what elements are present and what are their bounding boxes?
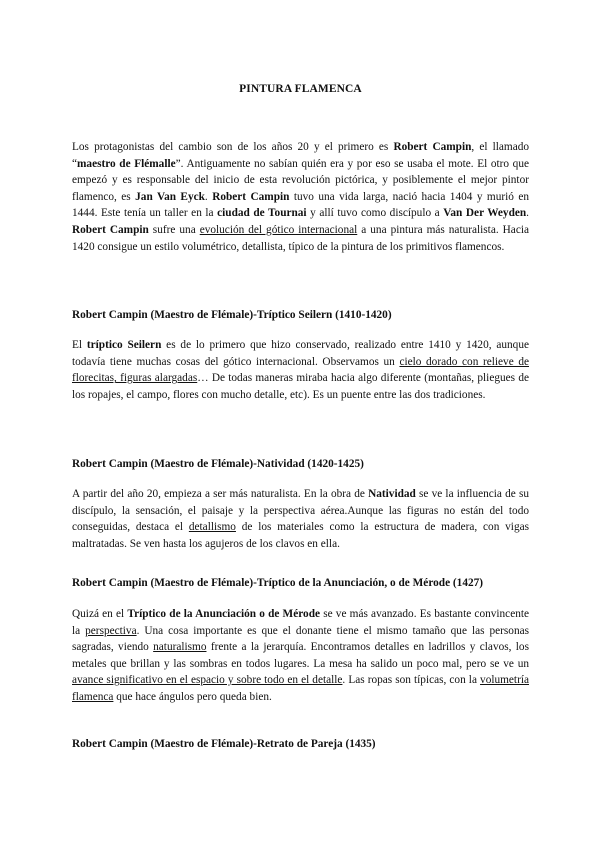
intro-paragraph — [72, 139, 529, 255]
text-run: de los materiales como la estructura de madera, con vigas maltratadas. Se ven hasta los agujeros de los clavos en ella. — [72, 521, 529, 550]
text-run: que hace ángulos pero queda bien. — [113, 690, 272, 703]
section-heading: Robert Campin (Maestro de Flémale)-Tríptico de la Anunciación, o de Mérode (1427) — [72, 577, 484, 589]
text-run: . Una cosa importante es que el donante tiene el mismo tamaño que las personas sagradas, viendo — [72, 624, 529, 654]
text-run: es de lo primero que hizo conservado, realizado entre 1410 y 1420, aunque todavía tiene muchas cosas del gótico internacional. Observamos un — [72, 339, 529, 368]
bold-run: Tríptico de la Anunciación o de Mérode — [127, 608, 320, 620]
text-run: Los protagonistas del cambio son de los años 20 y el primero es — [72, 141, 394, 153]
section-paragraph — [72, 606, 529, 706]
bold-run: Natividad — [368, 488, 416, 500]
bold-run: Robert Campin — [72, 223, 149, 236]
text-run: . Las ropas son típicas, con la — [342, 674, 481, 687]
underlined-run: avance significativo en el espacio y sobre todo en el detalle — [72, 674, 343, 687]
text-run: El — [72, 339, 87, 351]
text-run: y allí tuvo como discípulo a — [306, 207, 444, 220]
text-run: frente a la jerarquía. Encontramos detalles en ladrillos y clavos, los metales que brillan y las sombras en todos lugares. La mesa ha salido un poco mal, pero se ve un — [72, 641, 529, 670]
text-run: … De todas maneras miraba hacia algo diferente (montañas, pliegues de los ropajes, el campo, flores con mucho detalle, etc). Es un puente entre las dos tradiciones. — [72, 372, 529, 401]
section-paragraph — [72, 486, 529, 552]
text-run: a una pintura más naturalista. Hacia 1420 consigue un estilo volumétrico, detallista, típico de la pintura de los primitivos flamencos. — [72, 223, 529, 253]
bold-run: Robert Campin — [393, 141, 472, 153]
bold-run: maestro de Flémalle — [77, 157, 176, 170]
underlined-run: evolución del gótico internacional — [199, 223, 358, 236]
underlined-run: perspectiva — [85, 624, 137, 637]
underlined-run: detallismo — [188, 521, 236, 534]
document-title: PINTURA FLAMENCA — [239, 83, 362, 95]
bold-run: Robert Campin — [212, 190, 290, 203]
text-run: sufre una — [148, 223, 200, 236]
bold-run: Jan Van Eyck — [135, 190, 205, 203]
text-run: , el llamado “ — [72, 141, 529, 170]
text-run: se ve la influencia de su discípulo, la sensación, el paisaje y la perspectiva aérea.Aunque las figuras no están del todo conseguidas, destaca el — [72, 488, 529, 534]
bold-run: Van Der Weyden — [443, 207, 527, 220]
bold-run: ciudad de Tournai — [217, 207, 307, 220]
underlined-run: cielo dorado con relieve de florecitas, figuras alargadas — [72, 355, 529, 385]
text-run: . — [204, 190, 213, 203]
section-heading: Robert Campin (Maestro de Flémale)-Retrato de Pareja (1435) — [72, 738, 376, 750]
text-run: ”. Antiguamente no sabían quién era y por eso se usaba el mote. El otro que empezó y es responsable del inicio de esta revolución pictórica, y posiblemente el mejor pintor flamenco, es — [72, 157, 529, 203]
underlined-run: naturalismo — [153, 641, 207, 654]
section-paragraph — [72, 337, 529, 403]
bold-run: tríptico Seilern — [86, 339, 162, 351]
text-run: Quizá en el — [72, 608, 128, 620]
text-run: . — [526, 207, 529, 220]
section-heading: Robert Campin (Maestro de Flémale)-Natividad (1420-1425) — [72, 458, 364, 470]
underlined-run: volumetría flamenca — [72, 674, 529, 703]
text-run: se ve más avanzado. Es bastante convincente la — [72, 608, 530, 637]
text-run: A partir del año 20, empieza a ser más naturalista. En la obra de — [72, 488, 369, 500]
text-run: tuvo una vida larga, nació hacia 1404 y murió en 1444. Este tenía un taller en la — [72, 190, 529, 220]
section-heading: Robert Campin (Maestro de Flémale)-Tríptico Seilern (1410-1420) — [72, 309, 392, 321]
